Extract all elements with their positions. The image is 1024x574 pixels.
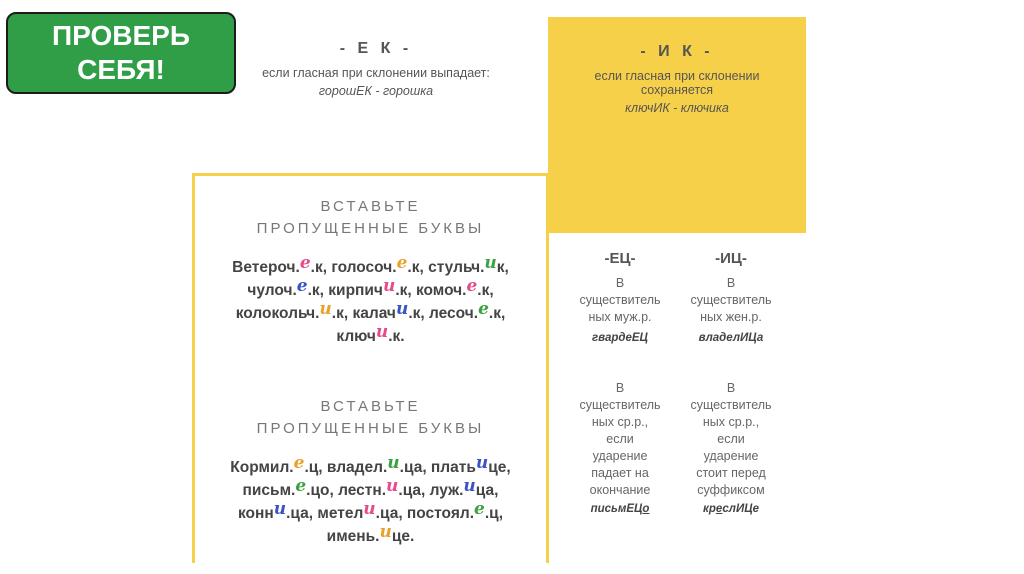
task-1-title-2: ПРОПУЩЕННЫЕ БУКВЫ — [256, 220, 485, 237]
its-rule-2: В существитель ных ср.р., если ударение стоит перед суффиксом — [690, 381, 772, 497]
inserted-letter: е — [293, 453, 305, 473]
task-1 — [195, 196, 546, 348]
task-2-words: Кормил.е.ц, владел.и.ца, платьице, письм.е.цо, лестн.и.ца, луж.ица, конни.ца, метели.ца, постоял.е.ц, имень.ице. — [230, 453, 511, 545]
inserted-letter: и — [363, 499, 376, 519]
ik-rule-line-1: если гласная при склонении — [594, 69, 760, 83]
ek-rule-block — [228, 40, 524, 98]
inserted-letter: е — [466, 276, 478, 296]
ik-title: - И К - — [640, 43, 714, 60]
task-1-words: Ветероч.е.к, голосоч.е.к, стульч.ик, чулоч.е.к, кирпичи.к, комоч.е.к, колокольч.и.к, калачи.к, лесоч.е.к, ключи.к. — [232, 253, 509, 345]
inserted-letter: е — [299, 253, 311, 273]
inserted-letter: и — [386, 476, 399, 496]
inserted-letter: и — [319, 299, 332, 319]
ets-title: -ЕЦ- — [604, 250, 636, 267]
its-column — [676, 250, 786, 515]
its-example-2: креслИЦе — [702, 503, 759, 515]
inserted-letter: и — [375, 322, 389, 342]
inserted-letter: и — [382, 276, 396, 296]
inserted-letter: и — [387, 453, 400, 473]
inserted-letter: е — [474, 499, 485, 519]
inserted-letter: и — [273, 499, 287, 519]
its-title: -ИЦ- — [715, 250, 747, 267]
badge-line-2: СЕБЯ! — [77, 54, 165, 85]
task-2 — [195, 396, 546, 548]
task-2-title-1: ВСТАВЬТЕ — [320, 398, 421, 415]
badge-line-1: ПРОВЕРЬ — [52, 20, 190, 51]
ets-rule-2: В существитель ных ср.р., если ударение падает на окончание — [579, 381, 661, 497]
ek-title: - Е К - — [339, 40, 413, 57]
inserted-letter: и — [379, 522, 392, 542]
ik-rule-box — [548, 17, 806, 231]
ek-rule: если гласная при склонении выпадает: — [262, 66, 490, 80]
inserted-letter: е — [296, 276, 308, 296]
ik-rule-line-2: сохраняется — [640, 83, 714, 97]
inserted-letter: и — [463, 476, 476, 496]
inserted-letter: и — [395, 299, 409, 319]
ets-column — [565, 250, 675, 515]
its-example-1: владелИЦа — [698, 332, 764, 344]
ets-example-1: гвардеЕЦ — [592, 332, 648, 344]
ik-example: ключИК - ключика — [625, 101, 729, 115]
inserted-letter: е — [478, 299, 489, 319]
inserted-letter: е — [396, 253, 408, 273]
its-rule-1: В существитель ных жен.р. — [690, 276, 772, 324]
ets-rule-1: В существитель ных муж.р. — [579, 276, 661, 324]
task-1-title-1: ВСТАВЬТЕ — [320, 198, 421, 215]
inserted-letter: и — [475, 453, 489, 473]
ets-example-2: письмЕЦо — [590, 503, 650, 515]
check-yourself-button[interactable] — [6, 12, 236, 94]
ek-example: горошЕК - горошка — [318, 84, 434, 98]
task-2-title-2: ПРОПУЩЕННЫЕ БУКВЫ — [256, 420, 485, 437]
inserted-letter: е — [295, 476, 307, 496]
inserted-letter: и — [484, 253, 497, 273]
